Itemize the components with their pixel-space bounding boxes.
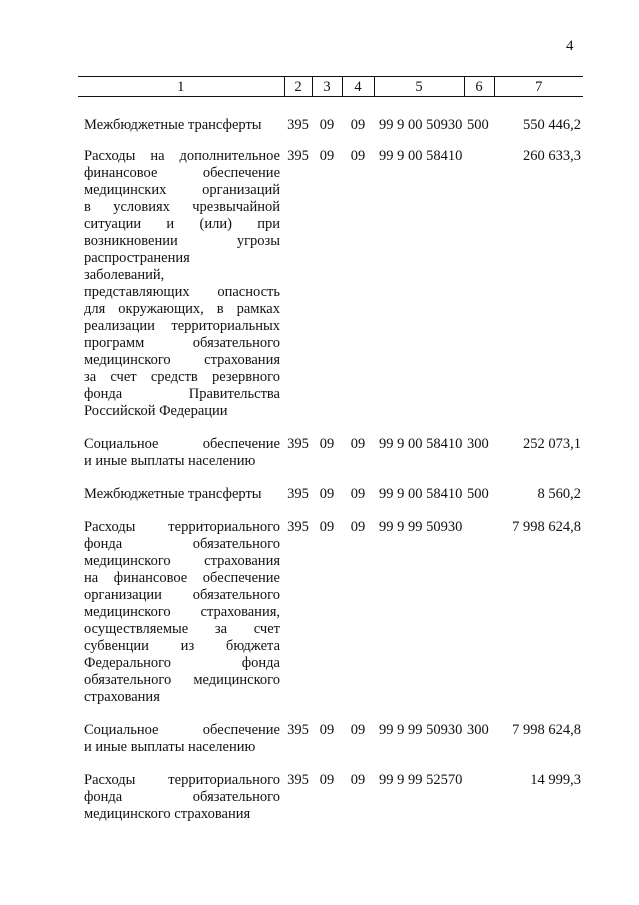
row-name-line: на финансовое обеспечение xyxy=(84,570,280,586)
row-name-line: Расходы территориального xyxy=(84,519,280,535)
ministry-code: 395 xyxy=(287,148,309,164)
row-name xyxy=(78,519,284,706)
expense-type-code xyxy=(464,772,494,823)
row-name-line: медицинского страхования xyxy=(84,352,280,368)
section-code: 09 xyxy=(319,117,335,133)
subsection-code: 09 xyxy=(350,436,366,452)
amount: 8 560,2 xyxy=(537,486,581,502)
column-header: 4 xyxy=(342,77,374,97)
row-name xyxy=(78,772,284,823)
row-name xyxy=(78,486,284,503)
table-row xyxy=(78,486,583,503)
row-spacer xyxy=(78,134,583,148)
row-name-line: фонда обязательного xyxy=(84,789,280,805)
subsection-code: 09 xyxy=(350,772,366,788)
amount: 252 073,1 xyxy=(523,436,581,452)
amount: 260 633,3 xyxy=(523,148,581,164)
row-name-line: финансовое обеспечение xyxy=(84,165,280,181)
target-article-code: 99 9 00 58410 xyxy=(379,436,463,452)
target-article-code: 99 9 99 50930 xyxy=(379,722,463,738)
row-name-line: фонда обязательного xyxy=(84,536,280,552)
row-name-line: Межбюджетные трансферты xyxy=(84,117,262,133)
row-name-line: Российской Федерации xyxy=(84,403,228,419)
row-name xyxy=(78,148,284,420)
subsection-code: 09 xyxy=(350,722,366,738)
ministry-code: 395 xyxy=(287,519,309,535)
budget-table xyxy=(78,76,583,823)
expense-type-code: 300 xyxy=(467,436,489,452)
row-spacer xyxy=(78,470,583,486)
subsection-code: 09 xyxy=(350,519,366,535)
subsection-code: 09 xyxy=(350,148,366,164)
row-name-line: фонда Правительства xyxy=(84,386,280,402)
row-name xyxy=(78,722,284,756)
section-code: 09 xyxy=(319,519,335,535)
row-name-line: медицинского страхования xyxy=(84,553,280,569)
table-row xyxy=(78,436,583,470)
row-name-line: осуществляемые за счет xyxy=(84,621,280,637)
row-name-line: медицинского страхования, xyxy=(84,604,280,620)
target-article-code: 99 9 00 58410 xyxy=(379,486,463,502)
subsection-code: 09 xyxy=(350,117,366,133)
table-row xyxy=(78,148,583,420)
row-name-line: Социальное обеспечение xyxy=(84,436,280,452)
row-name-line: страхования xyxy=(84,689,160,705)
row-spacer xyxy=(78,97,583,118)
row-name-line: организации обязательного xyxy=(84,587,280,603)
target-article-code: 99 9 00 50930 xyxy=(379,117,463,133)
subsection-code: 09 xyxy=(350,486,366,502)
ministry-code: 395 xyxy=(287,486,309,502)
row-name-line: Расходы территориального xyxy=(84,772,280,788)
row-name-line: Межбюджетные трансферты xyxy=(84,486,262,502)
amount: 550 446,2 xyxy=(523,117,581,133)
ministry-code: 395 xyxy=(287,117,309,133)
ministry-code: 395 xyxy=(287,772,309,788)
target-article-code: 99 9 99 52570 xyxy=(379,772,463,788)
expense-type-code: 300 xyxy=(467,722,489,738)
target-article-code: 99 9 00 58410 xyxy=(379,148,463,164)
row-spacer xyxy=(78,420,583,436)
row-name-line: ситуации и (или) при xyxy=(84,216,280,232)
section-code: 09 xyxy=(319,722,335,738)
table-body xyxy=(78,97,583,824)
section-code: 09 xyxy=(319,436,335,452)
row-name-line: Социальное обеспечение xyxy=(84,722,280,738)
ministry-code: 395 xyxy=(287,722,309,738)
row-name-line: реализации территориальных xyxy=(84,318,280,334)
table-header-row xyxy=(78,77,583,97)
row-name-line: обязательного медицинского xyxy=(84,672,280,688)
row-spacer xyxy=(78,503,583,519)
amount: 14 999,3 xyxy=(530,772,581,788)
row-spacer xyxy=(78,706,583,722)
section-code: 09 xyxy=(319,772,335,788)
ministry-code: 395 xyxy=(287,436,309,452)
table-row xyxy=(78,722,583,756)
expense-type-code xyxy=(464,148,494,420)
row-name-line: и иные выплаты населению xyxy=(84,453,256,469)
row-name-line: в условиях чрезвычайной xyxy=(84,199,280,215)
row-name-line: возникновении угрозы xyxy=(84,233,280,249)
amount: 7 998 624,8 xyxy=(512,519,581,535)
row-name-line: субвенции из бюджета xyxy=(84,638,280,654)
row-name-line: для окружающих, в рамках xyxy=(84,301,280,317)
section-code: 09 xyxy=(319,148,335,164)
row-name-line: Федерального фонда xyxy=(84,655,280,671)
table-row xyxy=(78,772,583,823)
row-name-line: Расходы на дополнительное xyxy=(84,148,280,164)
row-name-line: представляющих опасность xyxy=(84,284,280,300)
row-name-line: за счет средств резервного xyxy=(84,369,280,385)
row-name-line: заболеваний, xyxy=(84,267,165,283)
table-row xyxy=(78,519,583,706)
expense-type-code: 500 xyxy=(467,486,489,502)
column-header: 7 xyxy=(494,77,583,97)
table-row xyxy=(78,117,583,134)
row-name-line: распространения xyxy=(84,250,190,266)
row-name xyxy=(78,117,284,134)
row-name-line: медицинского страхования xyxy=(84,806,251,822)
expense-type-code: 500 xyxy=(467,117,489,133)
column-header: 2 xyxy=(284,77,312,97)
target-article-code: 99 9 99 50930 xyxy=(379,519,463,535)
row-name-line: медицинских организаций xyxy=(84,182,280,198)
column-header: 3 xyxy=(312,77,342,97)
page-number: 4 xyxy=(566,38,574,54)
row-spacer xyxy=(78,756,583,772)
column-header: 6 xyxy=(464,77,494,97)
row-name-line: программ обязательного xyxy=(84,335,280,351)
row-name xyxy=(78,436,284,470)
amount: 7 998 624,8 xyxy=(512,722,581,738)
row-name-line: и иные выплаты населению xyxy=(84,739,256,755)
expense-type-code xyxy=(464,519,494,706)
section-code: 09 xyxy=(319,486,335,502)
column-header: 1 xyxy=(78,77,284,97)
column-header: 5 xyxy=(374,77,464,97)
